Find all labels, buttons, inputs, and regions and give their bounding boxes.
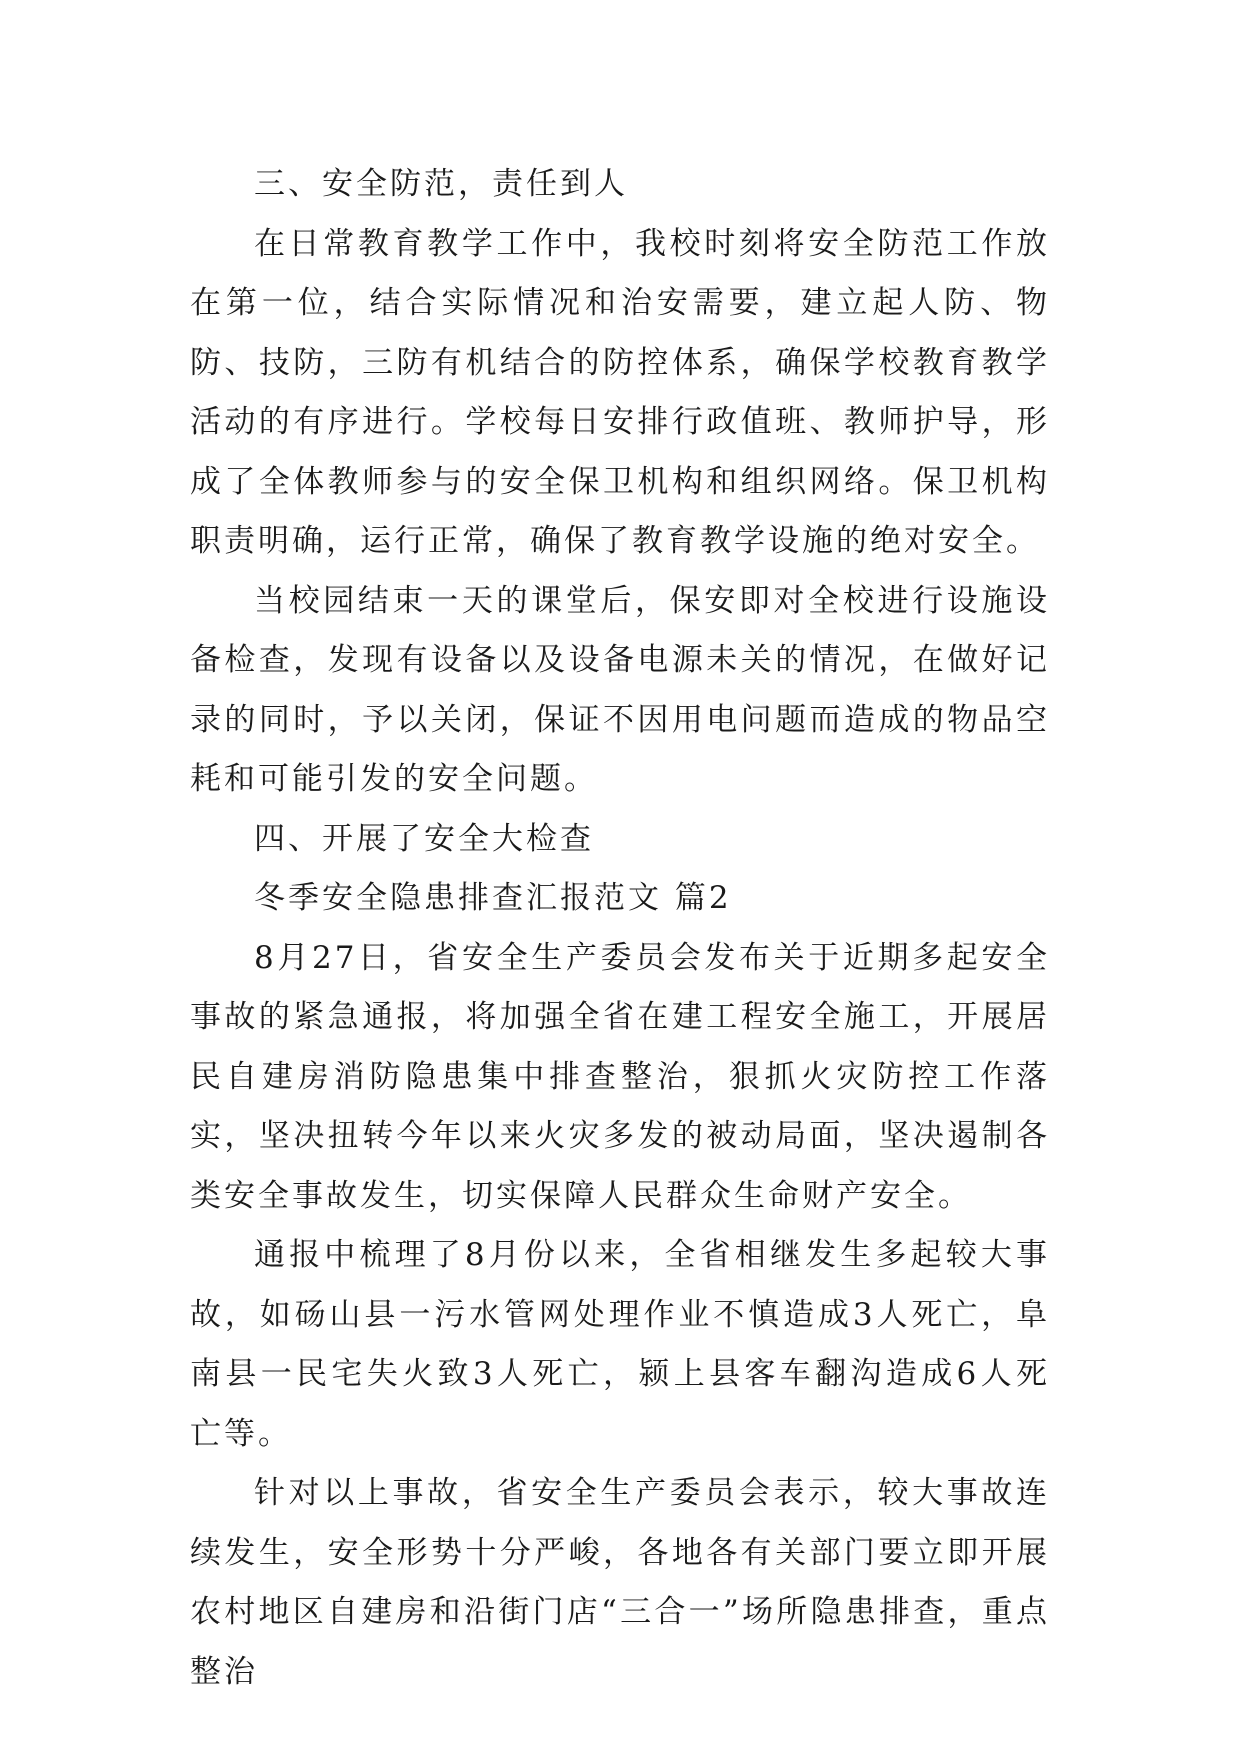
section-heading-inspection: 四、开展了安全大检查: [254, 820, 594, 857]
document-body: [190, 155, 1050, 1702]
paragraph-campus-inspection: 当校园结束一天的课堂后，保安即对全校进行设施设备检查，发现有设备以及设备电源未关的情况，在做好记录的同时，予以关闭，保证不因用电问题而造成的物品空耗和可能引发的安全问题。: [190, 582, 1050, 797]
paragraph-notice: 8月27日，省安全生产委员会发布关于近期多起安全事故的紧急通报，将加强全省在建工程安全施工，开展居民自建房消防隐患集中排查整治，狠抓火灾防控工作落实，坚决扭转今年以来火灾多发的被动局面，坚决遏制各类安全事故发生，切实保障人民群众生命财产安全。: [190, 939, 1050, 1214]
section-heading-safety-prevention: 三、安全防范，责任到人: [254, 166, 628, 202]
paragraph-daily-safety: 在日常教育教学工作中，我校时刻将安全防范工作放在第一位，结合实际情况和治安需要，建立起人防、物防、技防，三防有机结合的防控体系，确保学校教育教学活动的有序进行。学校每日安排行政值班、教师护导，形成了全体教师参与的安全保卫机构和组织网络。保卫机构职责明确，运行正常，确保了教育教学设施的绝对安全。: [190, 225, 1050, 559]
article-title-part-2: 冬季安全隐患排查汇报范文 篇2: [254, 880, 732, 916]
paragraph-response: 针对以上事故，省安全生产委员会表示，较大事故连续发生，安全形势十分严峻，各地各有关部门要立即开展农村地区自建房和沿街门店“三合一”场所隐患排查，重点整治: [190, 1475, 1050, 1690]
paragraph-accidents: 通报中梳理了8月份以来，全省相继发生多起较大事故，如砀山县一污水管网处理作业不慎造成3人死亡，阜南县一民宅失火致3人死亡，颍上县客车翻沟造成6人死亡等。: [190, 1237, 1050, 1452]
